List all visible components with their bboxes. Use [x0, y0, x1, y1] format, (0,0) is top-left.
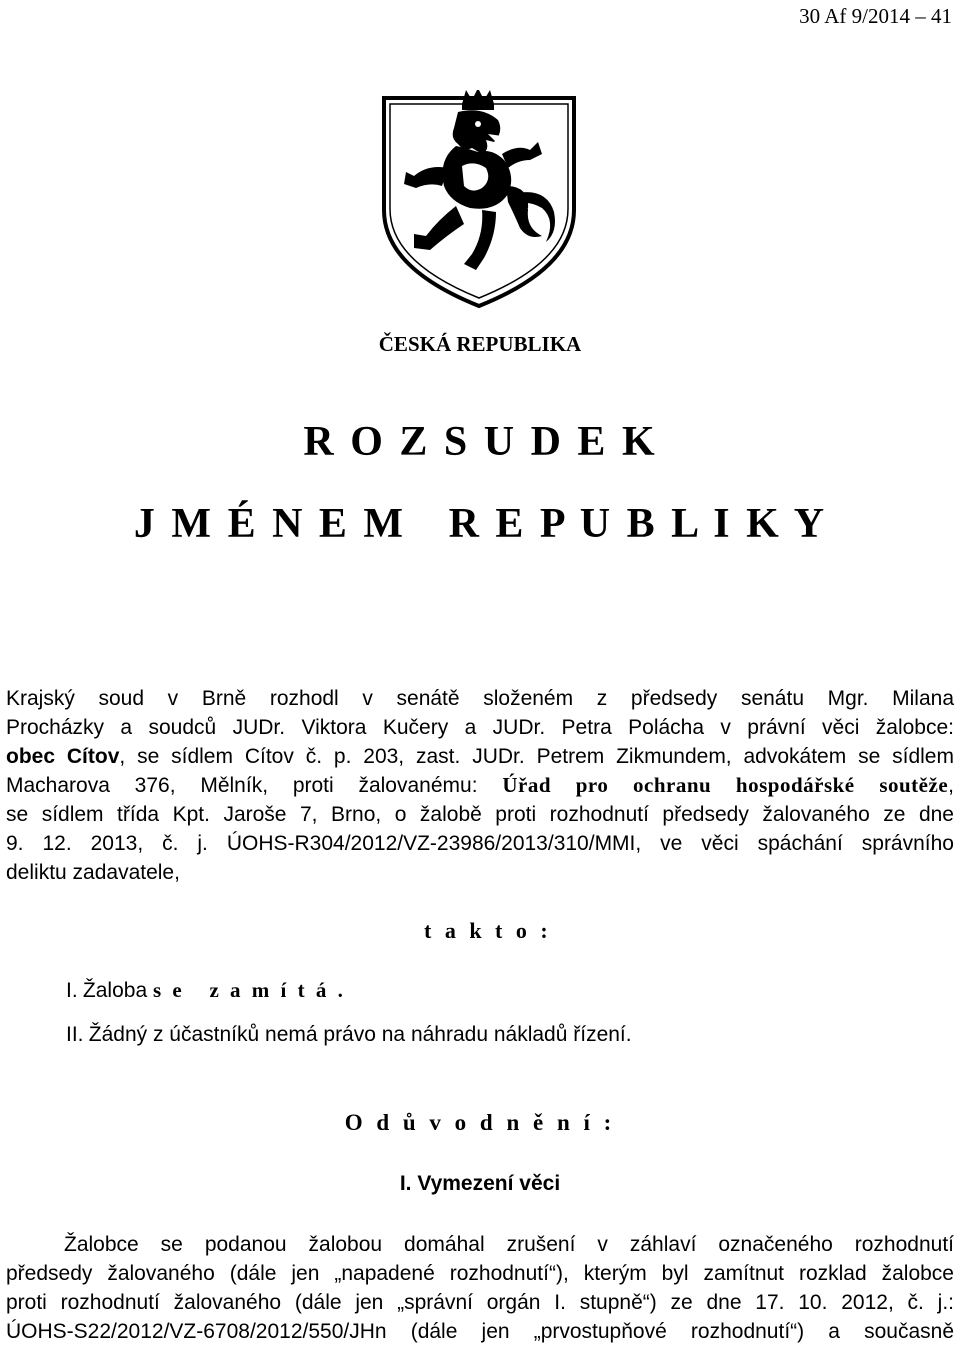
decision-item-1 [66, 978, 346, 1003]
verdict-title: R O Z S U D E K [303, 419, 657, 465]
file-reference: 30 Af 9/2014 – 41 [799, 4, 952, 28]
body-line: Žalobce se podanou žalobou domáhal zrušení v záhlaví označeného rozhodnutí [64, 1233, 954, 1256]
intro-line: Krajský soud v Brně rozhodl v senátě složeném z předsedy senátu Mgr. Milana [6, 687, 954, 710]
intro-text: , [948, 774, 954, 797]
intro-line: se sídlem třída Kpt. Jaroše 7, Brno, o žalobě proti rozhodnutí předsedy žalovaného ze dne [6, 803, 954, 826]
intro-line [6, 771, 954, 800]
decision-heading: t a k t o : [424, 918, 552, 943]
decision-item-2 [66, 1022, 632, 1047]
intro-line [6, 742, 954, 771]
item-text: Žádný z účastníků nemá právo na náhradu nákladů řízení. [88, 1023, 632, 1046]
state-heading: ČESKÁ REPUBLIKA [378, 332, 582, 356]
item-number: II. [66, 1023, 84, 1046]
item-text: Žaloba [82, 979, 153, 1002]
body-line: předsedy žalovaného (dále jen „napadené rozhodnutí“), kterým byl zamítnut rozklad žalobce [6, 1262, 954, 1285]
body-paragraph [6, 1230, 954, 1346]
item-number: I. [66, 979, 78, 1002]
section-title: I. Vymezení věci [399, 1172, 561, 1195]
plaintiff-name: obec Cítov [6, 745, 120, 768]
in-the-name-title: J M É N E M R E P U B L I K Y [133, 501, 827, 547]
intro-line: Procházky a soudců JUDr. Viktora Kučery a JUDr. Petra Polácha v právní věci žalobce: [6, 716, 954, 739]
reasoning-heading: O d ů v o d n ě n í : [344, 1110, 616, 1135]
intro-line: 9. 12. 2013, č. j. ÚOHS-R304/2012/VZ-23986/2013/310/MMI, ve věci spáchání správního [6, 832, 954, 855]
intro-text: Macharova 376, Mělník, proti žalovanému: [6, 774, 503, 797]
body-line: ÚOHS-S22/2012/VZ-6708/2012/550/JHn (dále jen „prvostupňové rozhodnutí“) a současně [6, 1320, 954, 1343]
intro-text: , se sídlem Cítov č. p. 203, zast. JUDr. Petrem Zikmundem, advokátem se sídlem [119, 745, 954, 768]
dismissal-verb: s e z a m í t á . [152, 978, 346, 1002]
intro-paragraph [6, 684, 954, 887]
defendant-name: Úřad pro ochranu hospodářské soutěže [502, 773, 949, 797]
czech-lion-coat-of-arms-icon [378, 90, 580, 312]
intro-line: deliktu zadavatele, [6, 861, 180, 884]
body-line: proti rozhodnutí žalovaného (dále jen „správní orgán I. stupně“) ze dne 17. 10. 2012, č. j.: [6, 1291, 954, 1314]
